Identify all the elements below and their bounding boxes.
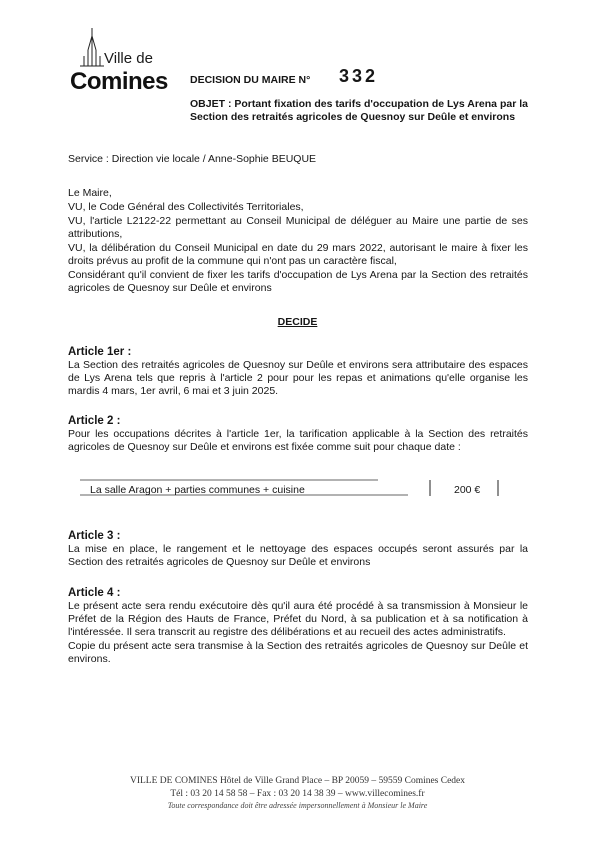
- article-paragraph: Le présent acte sera rendu exécutoire dès qu'il aura été procédé à sa transmission à Monsieur le Préfet de la Région des Hauts de France, Préfet du Nord, à sa publication et à sa notification à l'intéressée. Il sera transcrit au registre des délibérations et au recueil des actes administratifs.: [68, 600, 528, 638]
- article-3: [68, 530, 528, 569]
- preamble-line: Le Maire,: [68, 187, 112, 199]
- logo-ville-de: Ville de: [104, 50, 153, 67]
- footer-address: VILLE DE COMINES Hôtel de Ville Grand Place – BP 20059 – 59559 Comines Cedex: [129, 776, 466, 786]
- article-4: [68, 587, 528, 666]
- article-title: Article 1er :: [68, 346, 132, 358]
- article-1: [68, 346, 528, 398]
- decision-label: DECISION DU MAIRE N°: [190, 74, 311, 86]
- article-paragraph: La mise en place, le rangement et le nettoyage des espaces occupés seront assurés par la Section des retraités agricoles de Quesnoy sur Deûle et environs: [68, 543, 528, 568]
- preamble-line: VU, la délibération du Conseil Municipal en date du 29 mars 2022, autorisant le maire à fixer les droits prévus au profit de la commune qui n'ont pas un caractère fiscal,: [68, 242, 528, 267]
- decide-heading: DECIDE: [277, 316, 318, 328]
- objet-text: OBJET : Portant fixation des tarifs d'occupation de Lys Arena par la Section des retraités agricoles de Quesnoy sur Deûle et environs: [190, 98, 528, 123]
- preamble: [68, 187, 528, 296]
- tariff-item: La salle Aragon + parties communes + cuisine: [90, 484, 305, 496]
- article-paragraph: Pour les occupations décrites à l'article 1er, la tarification applicable à la Section des retraités agricoles de Quesnoy sur Deûle et environs est fixée comme suit pour chaque date :: [68, 428, 528, 453]
- article-title: Article 4 :: [68, 587, 121, 599]
- footer-contact: Tél : 03 20 14 58 58 – Fax : 03 20 14 38 39 – www.villecomines.fr: [170, 789, 425, 799]
- preamble-line: VU, l'article L2122-22 permettant au Conseil Municipal de déléguer au Maire une partie de ses attributions,: [68, 215, 528, 240]
- preamble-line: Considérant qu'il convient de fixer les tarifs d'occupation de Lys Arena par la Section des retraités agricoles de Quesnoy sur Deûle et environs: [68, 269, 528, 294]
- footer-note: Toute correspondance doit être adressée impersonnellement à Monsieur le Maire: [167, 801, 428, 810]
- logo-comines: Comines: [70, 68, 168, 95]
- decision-number: 332: [339, 66, 379, 86]
- article-title: Article 3 :: [68, 530, 121, 542]
- service-text: Service : Direction vie locale / Anne-Sophie BEUQUE: [68, 153, 317, 165]
- article-paragraph: Copie du présent acte sera transmise à la Section des retraités agricoles de Quesnoy sur Deûle et environs.: [68, 640, 528, 665]
- preamble-line: VU, le Code Général des Collectivités Territoriales,: [68, 201, 304, 213]
- article-2: [68, 415, 528, 454]
- article-paragraph: La Section des retraités agricoles de Quesnoy sur Deûle et environs sera attributaire des espaces de Lys Arena tels que repris à l'article 2 pour pour les repas et animations qu'elle organise les mardis 4 mars, 1er avril, 6 mai et 3 juin 2025.: [68, 359, 528, 397]
- article-title: Article 2 :: [68, 415, 121, 427]
- tariff-price: 200 €: [454, 484, 481, 496]
